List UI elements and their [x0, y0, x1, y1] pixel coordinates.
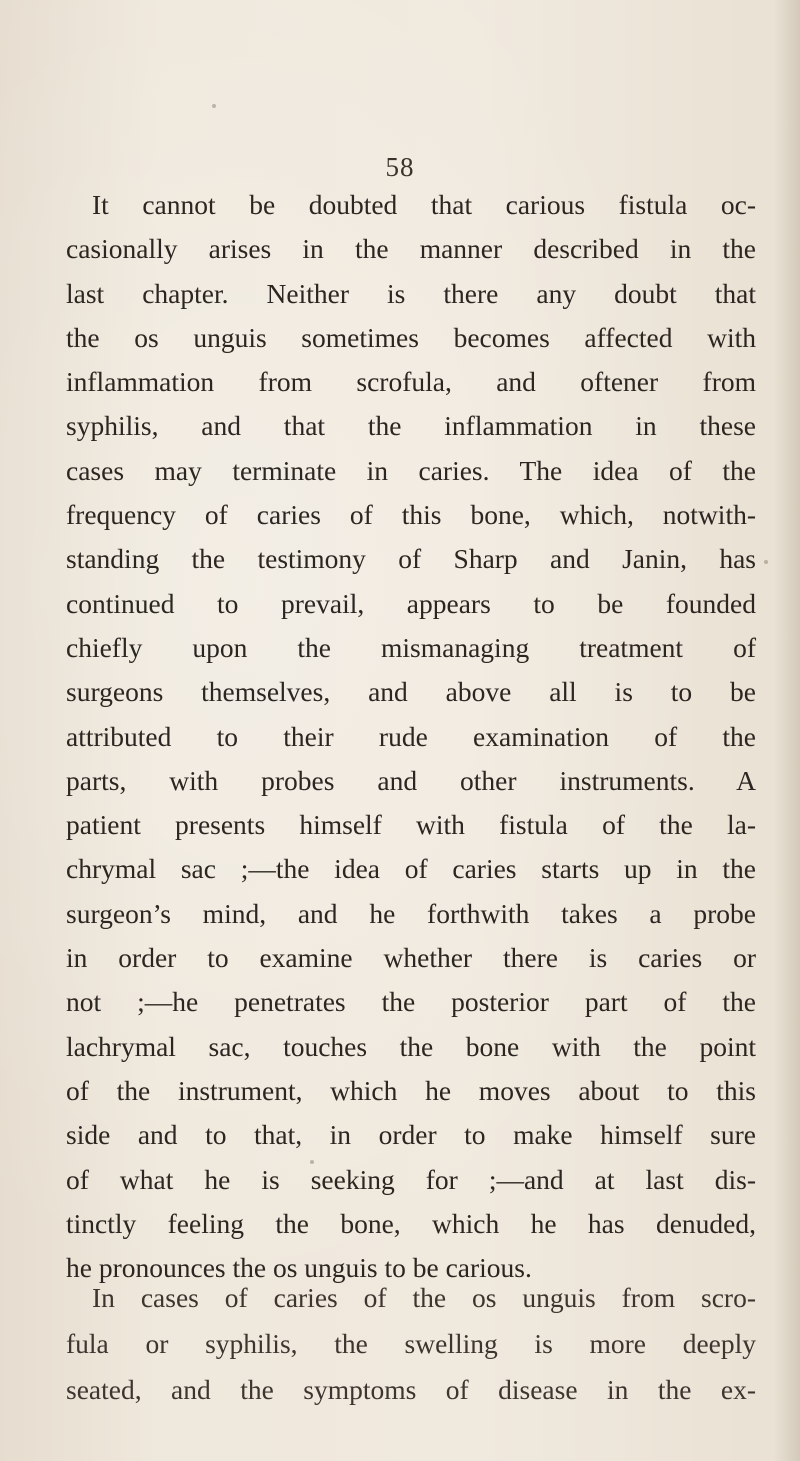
text-line: frequency of caries of this bone, which, notwith- — [66, 499, 756, 531]
text-line: the os unguis sometimes becomes affected with — [66, 321, 756, 353]
text-line: tinctly feeling the bone, which he has denuded, — [66, 1207, 756, 1239]
text-line: inflammation from scrofula, and oftener from — [66, 366, 756, 398]
text-line: fula or syphilis, the swelling is more deeply — [66, 1328, 756, 1359]
text-line: chiefly upon the mismanaging treatment of — [66, 631, 756, 663]
text-line: cases may terminate in caries. The idea of the — [66, 454, 756, 486]
text-line: attributed to their rude examination of the — [66, 720, 756, 752]
text-line: casionally arises in the manner described in the — [66, 233, 756, 265]
text-line: surgeons themselves, and above all is to be — [66, 676, 756, 708]
text-line: surgeon’s mind, and he forthwith takes a probe — [66, 897, 756, 929]
text-line: last chapter. Neither is there any doubt that — [66, 277, 756, 309]
text-line: of the instrument, which he moves about to this — [66, 1074, 756, 1106]
text-line: in order to examine whether there is caries or — [66, 942, 756, 974]
paragraph-1 — [66, 183, 756, 1290]
text-line: lachrymal sac, touches the bone with the point — [66, 1030, 756, 1062]
text-line: continued to prevail, appears to be founded — [66, 587, 756, 619]
text-line: standing the testimony of Sharp and Janin, has — [66, 543, 756, 575]
text-line: seated, and the symptoms of disease in the ex- — [66, 1374, 756, 1405]
paper-speck — [310, 1160, 314, 1164]
text-line: In cases of caries of the os unguis from scro- — [92, 1282, 756, 1313]
text-line: side and to that, in order to make himself sure — [66, 1119, 756, 1151]
text-line: not ;—he penetrates the posterior part of the — [66, 986, 756, 1018]
text-line: It cannot be doubted that carious fistula oc- — [92, 189, 756, 220]
page-number: 58 — [385, 152, 415, 182]
paper-speck — [212, 104, 216, 108]
text-line: patient presents himself with fistula of the la- — [66, 809, 756, 841]
text-line: he pronounces the os unguis to be carious. — [66, 1252, 532, 1284]
paragraph-2 — [66, 1275, 756, 1413]
text-line: chrymal sac ;—the idea of caries starts up in the — [66, 853, 756, 885]
paper-speck — [764, 560, 768, 564]
page-edge-shadow — [774, 0, 800, 1461]
text-line: of what he is seeking for ;—and at last dis- — [66, 1163, 756, 1195]
text-line: parts, with probes and other instruments. A — [66, 764, 756, 796]
text-line: syphilis, and that the inflammation in these — [66, 410, 756, 442]
